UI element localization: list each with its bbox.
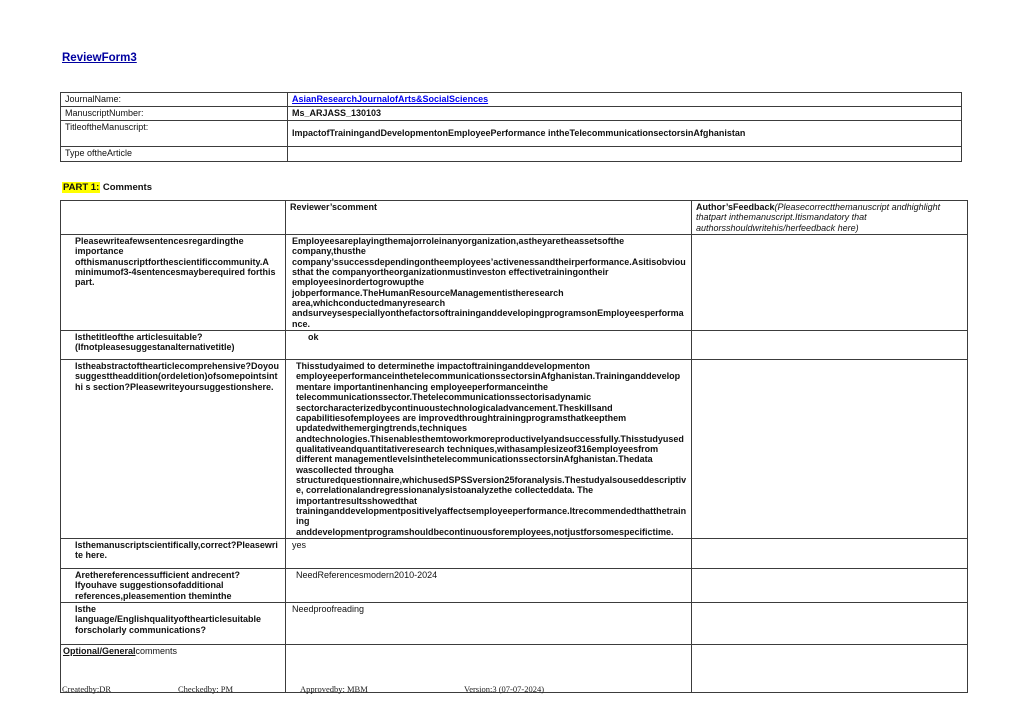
table-row — [61, 538, 968, 568]
question-cell: Pleasewriteafewsentencesregardingthe importance ofthismanuscriptforthescientificcommunity.A minimumof3-4sentencesmayberequired forthis part. — [61, 235, 286, 331]
question-header-cell — [61, 201, 286, 235]
manuscript-number-label: ManuscriptNumber: — [61, 107, 288, 121]
table-row — [61, 603, 968, 645]
author-feedback-header-title: Author’sFeedback — [696, 202, 775, 212]
reviewer-comment-cell: yes — [286, 538, 692, 568]
author-feedback-cell[interactable] — [692, 235, 968, 331]
article-type-label: Type oftheArticle — [61, 147, 288, 162]
table-row — [61, 235, 968, 331]
journal-name-label: JournalName: — [61, 93, 288, 107]
author-feedback-cell[interactable] — [692, 568, 968, 602]
question-cell: Isthetitleofthe articlesuitable? (Ifnotpleasesuggestanalternativetitle) — [61, 331, 286, 360]
author-feedback-cell[interactable] — [692, 360, 968, 539]
page-title: ReviewForm3 — [62, 52, 137, 64]
optional-general-label: Optional/General — [63, 646, 136, 656]
reviewer-comment-cell: NeedReferencesmodern2010-2024 — [286, 568, 692, 602]
comments-table — [60, 200, 968, 693]
article-type-row — [61, 147, 962, 162]
question-cell: Isthemanuscriptscientifically,correct?Pleasewri te here. — [61, 538, 286, 568]
author-feedback-cell[interactable] — [692, 603, 968, 645]
comments-header-row — [61, 201, 968, 235]
created-by: Createdby:DR — [62, 684, 112, 694]
manuscript-number-value: Ms_ARJASS_130103 — [288, 107, 962, 121]
document-footer — [0, 684, 1024, 698]
part1-label: Comments — [102, 182, 152, 193]
manuscript-title-row — [61, 121, 962, 147]
journal-name-cell — [288, 93, 962, 107]
reviewer-comment-header: Reviewer’scomment — [286, 201, 692, 235]
journal-name-row — [61, 93, 962, 107]
manuscript-title-label: TitleoftheManuscript: — [61, 121, 288, 147]
manuscript-number-row — [61, 107, 962, 121]
reviewer-comment-cell: Thisstudyaimed to determinethe impactoftraininganddevelopmenton employeeperformanceinthetelecommunicationssectorsinAfghanistan.Traininganddevelopmentare importantinenhancing employeeperformanceinthe telecommunicationssector.Thetelecommunicationssectorisadynamic sectorcharacterizedbycontinuoustechnologicaladvancement.Theskillsand capabilitiesofemployees are improvedthroughtrainingprogramsthatkeepthem updatedwithemergingtrends,techniques andtechnologies.Thisenablesthemtoworkmoreproductivelyandsuccessfully.Thisstudyused qualitativeandquantitativeresearch techniques,withasamplesizeof316employeesfrom different managementlevelsinthetelecommunicationssectorsinAfghanistan.Thedata wascollected througha structuredquestionnaire,whichusedSPSSversion25foranalysis.Thestudyalsouseddescriptive, correlationalandregressionanalysistoanalyzethe collecteddata. The importantresultsshowedthat traininganddevelopmentpositivelyaffectsemployeeperformance.Itrecommendedthatthetraining anddevelopmentprogramshouldbecontinuousforemployees,notjustforsomespecifictime. — [286, 360, 692, 539]
question-cell: Isthe language/Englishqualityofthearticlesuitable forscholarly communications? — [61, 603, 286, 645]
question-cell: Istheabstractofthearticlecomprehensive?Doyou suggesttheaddition(ordeletion)ofsomepointsinthi s section?Pleasewriteyoursuggestionshere. — [61, 360, 286, 539]
reviewer-comment-cell: Employeesareplayingthemajorroleinanyorganization,astheyaretheassetsofthe company,thusthe company’ssuccessdependingontheemployees’activenessandtheirperformance.Asitisobviousthat the companyortheorganizationmustinveston effectivetrainingontheir employeesinordertogrowupthe jobperformance.TheHumanResourceManagementistheresearch area,whichconductedmanyresearch andsurveysespeciallyonthefactorsoftraininganddevelopingprogramsonEmployeesperformance. — [286, 235, 692, 331]
part1-heading — [62, 182, 152, 193]
reviewer-comment-cell: ok — [286, 331, 692, 360]
table-row — [61, 331, 968, 360]
approved-by: Approvedby: MBM — [300, 684, 368, 694]
manuscript-info-table — [60, 92, 962, 162]
author-feedback-header-note: (Pleasecorrectthemanuscript andhighlight thatpart inthemanuscript.Itismandatory that authorsshouldwritehis/herfeedback here) — [696, 202, 941, 233]
reviewer-comment-cell: Needproofreading — [286, 603, 692, 645]
checked-by: Checkedby: PM — [178, 684, 234, 694]
author-feedback-cell[interactable] — [692, 331, 968, 360]
table-row — [61, 360, 968, 539]
question-cell: Arethereferencessufficient andrecent?Ifyouhave suggestionsofadditional references,pleasemention theminthe — [61, 568, 286, 602]
journal-name-link[interactable]: AsianResearchJournalofArts&SocialSciences — [292, 94, 489, 104]
version-info: Version:3 (07-07-2024) — [464, 684, 545, 694]
author-feedback-header — [692, 201, 968, 235]
optional-general-suffix: comments — [135, 646, 178, 656]
author-feedback-cell[interactable] — [692, 538, 968, 568]
table-row — [61, 568, 968, 602]
article-type-value — [288, 147, 962, 162]
manuscript-title-value: ImpactofTrainingandDevelopmentonEmployeePerformance intheTelecommunicationsectorsinAfghanistan — [288, 121, 962, 147]
part1-highlight: PART 1: — [63, 182, 100, 193]
